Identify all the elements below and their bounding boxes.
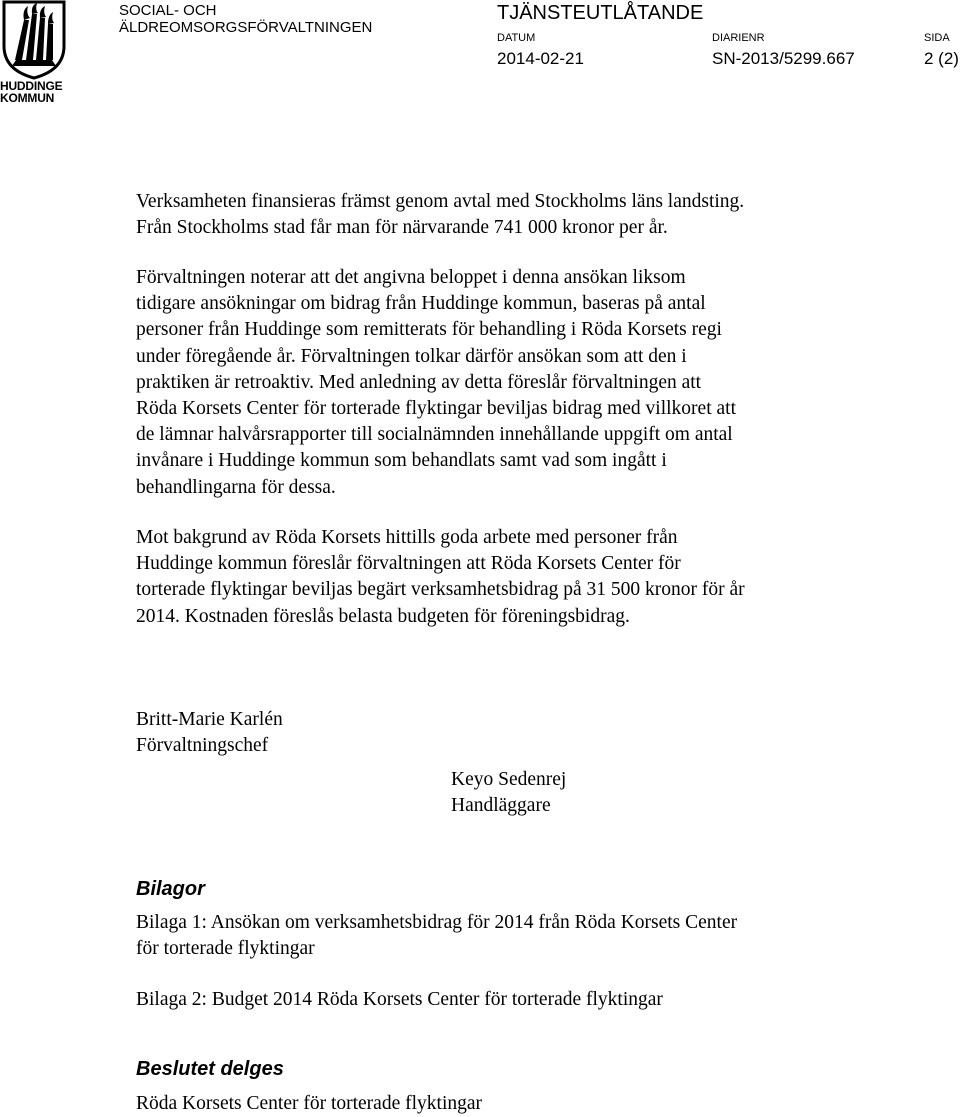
signer-name: Keyo Sedenrej [451, 769, 567, 790]
date-label: DATUM [497, 32, 536, 44]
paragraph-financing [136, 189, 744, 241]
text-line: Bilaga 1: Ansökan om verksamhetsbidrag för 2014 från Röda Korsets Center [136, 912, 738, 933]
text-line: personer från Huddinge som remitterats för behandling i Röda Korsets regi [136, 319, 722, 341]
signer-name: Britt-Marie Karlén [136, 709, 283, 730]
text-line: Från Stockholms stad får man för närvarande 741 000 kronor per år. [136, 217, 668, 239]
attachment-2 [136, 987, 663, 1013]
text-line: praktiken är retroaktiv. Med anledning av detta föreslår förvaltningen att [136, 371, 702, 393]
paragraph-proposal [136, 525, 745, 630]
text-line: torterade flyktingar beviljas begärt verksamhetsbidrag på 31 500 kronor för år [136, 579, 745, 601]
department-line-1: SOCIAL- OCH [119, 2, 217, 19]
signer-title: Förvaltningschef [136, 735, 269, 757]
text-line: Röda Korsets Center för torterade flyktingar [136, 1093, 483, 1114]
diary-number-value: SN-2013/5299.667 [712, 49, 855, 68]
municipality-logo [0, 0, 68, 108]
paragraph-assessment [136, 265, 736, 501]
date-value: 2014-02-21 [497, 49, 584, 68]
attachments-heading: Bilagor [136, 878, 205, 900]
logo-line-1: HUDDINGE [0, 79, 63, 93]
signer-title: Handläggare [451, 795, 551, 817]
logo-wordmark [0, 80, 68, 104]
text-line: Huddinge kommun föreslår förvaltningen att Röda Korsets Center för [136, 553, 681, 575]
coat-of-arms-icon [2, 0, 66, 80]
text-line: tidigare ansökningar om bidrag från Huddinge kommun, baseras på antal [136, 293, 706, 315]
text-line: Mot bakgrund av Röda Korsets hittills goda arbete med personer från [136, 527, 678, 548]
text-line: 2014. Kostnaden föreslås belasta budgeten för föreningsbidrag. [136, 605, 630, 627]
department-name [119, 2, 372, 36]
text-line: de lämnar halvårsrapporter till socialnämnden innehållande uppgift om antal [136, 424, 733, 446]
signature-case-officer [451, 767, 566, 819]
attachment-1 [136, 910, 737, 962]
text-line: Verksamheten finansieras främst genom avtal med Stockholms läns landsting. [136, 191, 745, 212]
department-line-2: ÄLDREOMSORGSFÖRVALTNINGEN [119, 19, 373, 36]
diary-number-label: DIARIENR [712, 32, 765, 44]
text-line: under föregående år. Förvaltningen tolkar därför ansökan som att den i [136, 345, 687, 367]
page-label: SIDA [924, 32, 950, 44]
distribution-recipient [136, 1091, 482, 1117]
document-type: TJÄNSTEUTLÅTANDE [497, 2, 704, 24]
distribution-heading: Beslutet delges [136, 1058, 284, 1080]
signature-manager [136, 707, 283, 759]
logo-line-2: KOMMUN [0, 91, 55, 105]
text-line: för torterade flyktingar [136, 938, 315, 960]
text-line: invånare i Huddinge kommun som behandlats samt vad som ingått i [136, 450, 667, 472]
page-number-value: 2 (2) [924, 49, 959, 68]
text-line: Förvaltningen noterar att det angivna beloppet i denna ansökan liksom [136, 267, 686, 288]
text-line: Bilaga 2: Budget 2014 Röda Korsets Center för torterade flyktingar [136, 989, 663, 1010]
text-line: Röda Korsets Center för torterade flyktingar beviljas bidrag med villkoret att [136, 398, 736, 420]
text-line: behandlingarna för dessa. [136, 476, 336, 498]
